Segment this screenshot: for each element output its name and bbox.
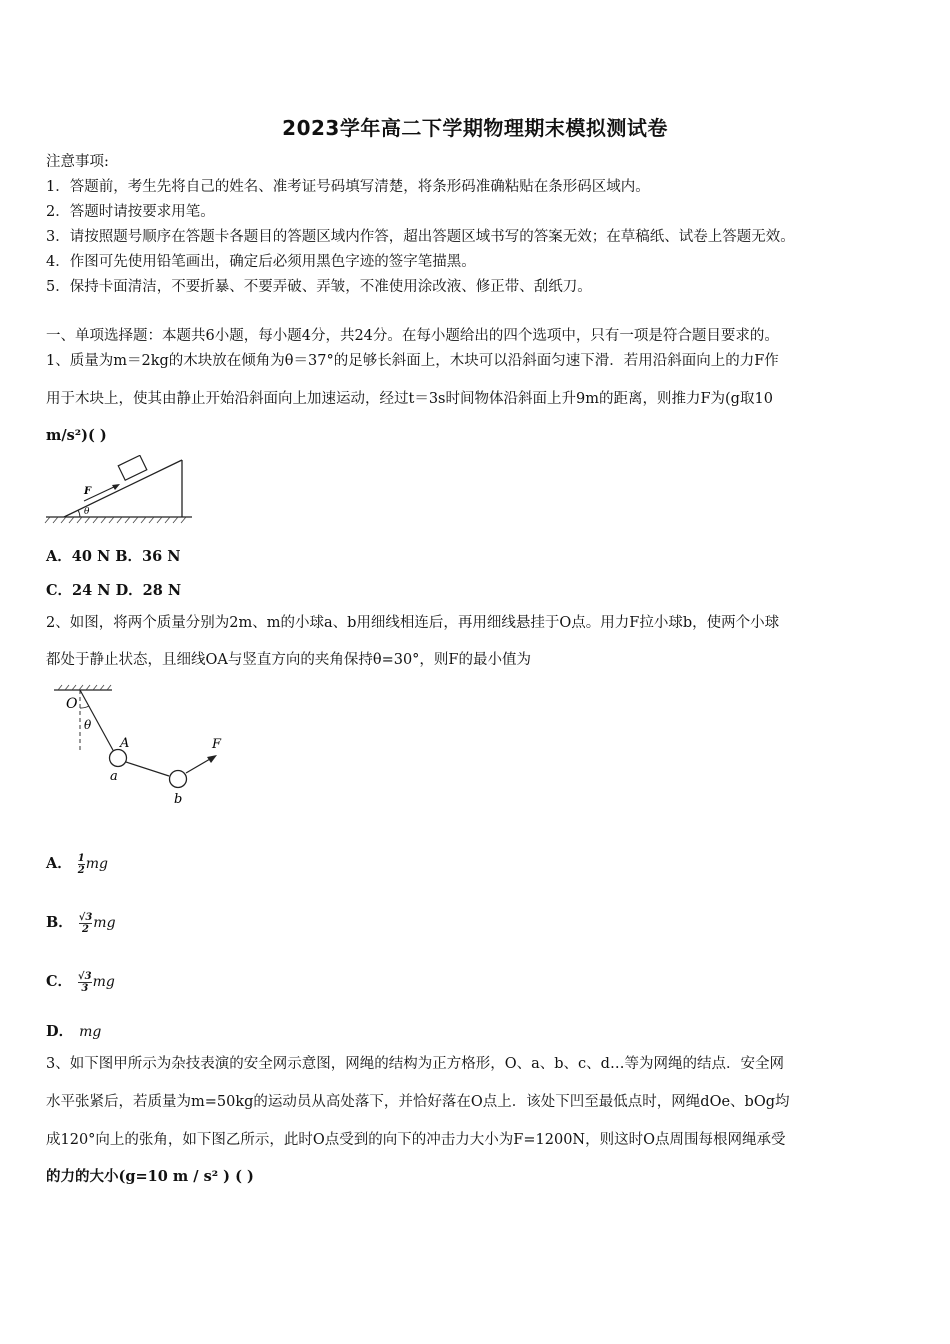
pendulum-theta-label: θ bbox=[84, 718, 92, 732]
pendulum-A-label: A bbox=[120, 736, 130, 751]
q2-option-b[interactable] bbox=[46, 911, 116, 935]
q2-option-a-numerator: 1 bbox=[77, 852, 85, 864]
q3-line-3: 成120°向上的张角，如下图乙所示，此时O点受到的向下的冲击力大小为F=1200N，则这时O点周围每根网绳承受 bbox=[46, 1132, 786, 1148]
q1-line-1: 1、质量为m＝2kg的木块放在倾角为θ＝37°的足够长斜面上，木块可以沿斜面匀速下滑．若用沿斜面向上的力F作 bbox=[46, 353, 779, 369]
notice-item-5: 5．保持卡面清洁，不要折暴、不要弄破、弄皱，不准使用涂改液、修正带、刮纸刀。 bbox=[46, 279, 592, 295]
pendulum-O-label: O bbox=[66, 696, 78, 712]
q2-option-a-letter: A． bbox=[46, 855, 72, 872]
q2-option-b-numerator: √3 bbox=[78, 911, 93, 923]
q2-option-a[interactable] bbox=[46, 852, 108, 876]
q2-option-d-unit: mg bbox=[79, 1024, 102, 1040]
q2-option-a-unit: mg bbox=[85, 856, 108, 872]
q1-line-2: 用于木块上，使其由静止开始沿斜面向上加速运动，经过t＝3s时间物体沿斜面上升9m的距离，则推力F为(g取10 bbox=[46, 391, 773, 407]
q1-options-row-2[interactable]: C．24 N D．28 N bbox=[46, 582, 182, 599]
q2-option-a-denominator: 2 bbox=[77, 864, 85, 876]
q3-line-4: 的力的大小(g=10 m / s² ) ( ) bbox=[46, 1168, 254, 1185]
q2-option-c-letter: C． bbox=[46, 973, 73, 990]
notice-item-2: 2．答题时请按要求用笔。 bbox=[46, 204, 215, 220]
notice-item-4: 4．作图可先使用铅笔画出，确定后必须用黑色字迹的签字笔描黑。 bbox=[46, 254, 476, 270]
incline-figure bbox=[44, 455, 194, 525]
notice-item-3: 3．请按照题号顺序在答题卡各题目的答题区域内作答，超出答题区域书写的答案无效；在草稿纸、试卷上答题无效。 bbox=[46, 229, 795, 245]
q3-line-2: 水平张紧后，若质量为m=50kg的运动员从高处落下，并恰好落在O点上．该处下凹至最低点时，网绳dOe、bOg均 bbox=[46, 1094, 790, 1110]
q3-line-1: 3、如下图甲所示为杂技表演的安全网示意图，网绳的结构为正方格形，O、a、b、c、d…等为网绳的结点．安全网 bbox=[46, 1056, 784, 1072]
q2-option-d[interactable] bbox=[46, 1020, 101, 1041]
q2-option-b-letter: B． bbox=[46, 914, 73, 931]
q2-line-2: 都处于静止状态，且细线OA与竖直方向的夹角保持θ=30°，则F的最小值为 bbox=[46, 652, 531, 668]
q2-option-c-unit: mg bbox=[92, 974, 115, 990]
q2-option-c-denominator: 3 bbox=[81, 982, 89, 994]
pendulum-b-label: b bbox=[174, 792, 183, 807]
q2-option-d-letter: D． bbox=[46, 1023, 74, 1040]
q2-option-b-unit: mg bbox=[93, 915, 116, 931]
q2-option-b-fraction bbox=[79, 912, 93, 935]
incline-angle-label: θ bbox=[84, 507, 90, 517]
q2-option-a-fraction bbox=[78, 853, 85, 876]
notice-item-1: 1．答题前，考生先将自己的姓名、准考证号码填写清楚，将条形码准确粘贴在条形码区域内。 bbox=[46, 179, 650, 195]
notice-heading: 注意事项: bbox=[46, 154, 109, 170]
q2-option-b-denominator: 2 bbox=[82, 923, 90, 935]
q2-option-c[interactable] bbox=[46, 970, 115, 994]
q1-line-3: m/s²)( ) bbox=[46, 427, 107, 444]
section-heading: 一、单项选择题：本题共6小题，每小题4分，共24分。在每小题给出的四个选项中，只有一项是符合题目要求的。 bbox=[46, 328, 779, 344]
q2-option-c-numerator: √3 bbox=[78, 970, 92, 982]
q2-line-1: 2、如图，将两个质量分别为2m、m的小球a、b用细线相连后，再用细线悬挂于O点。用力F拉小球b，使两个小球 bbox=[46, 615, 780, 631]
incline-force-label: F bbox=[84, 486, 92, 497]
page-title: 2023学年高二下学期物理期末模拟测试卷 bbox=[282, 116, 668, 140]
pendulum-F-label: F bbox=[212, 737, 222, 752]
q2-option-c-fraction bbox=[78, 971, 92, 994]
pendulum-figure bbox=[50, 684, 240, 810]
pendulum-a-label: a bbox=[110, 769, 118, 784]
q1-options-row-1[interactable]: A．40 N B．36 N bbox=[46, 548, 181, 565]
